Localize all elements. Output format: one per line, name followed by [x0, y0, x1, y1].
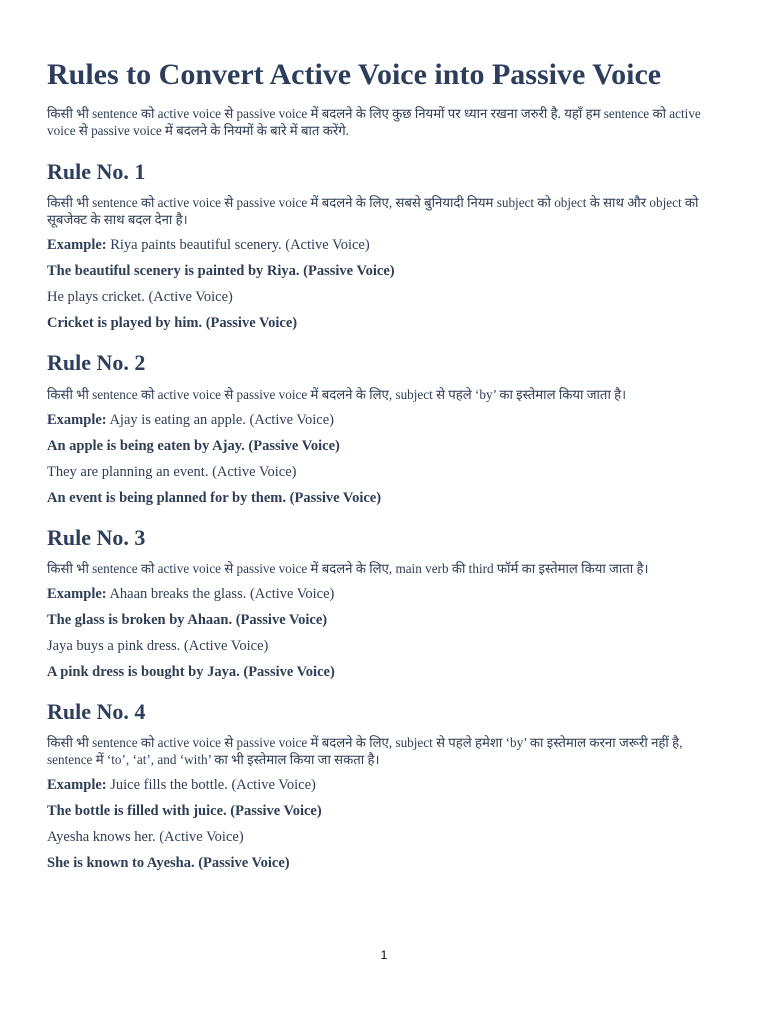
rule-section-1 [47, 159, 727, 332]
intro-paragraph: किसी भी sentence को active voice से passive voice में बदलने के लिए कुछ नियमों पर ध्यान रखना जरुरी है. यहाँ हम sentence को active voice से passive voice में बदलने के नियमों के बारे में बात करेंगे. [47, 106, 701, 138]
document-page [47, 58, 727, 890]
example-text: Ahaan breaks the glass. (Active Voice) [109, 585, 335, 602]
example-text: Riya paints beautiful scenery. (Active Voice) [110, 237, 370, 254]
example-active-line [47, 236, 727, 254]
example-passive-line: A pink dress is bought by Jaya. (Passive Voice) [47, 663, 335, 680]
example-active-line: Jaya buys a pink dress. (Active Voice) [47, 637, 269, 654]
example-label: Example: [47, 411, 107, 428]
example-active-line: They are planning an event. (Active Voice) [47, 463, 297, 480]
example-label: Example: [47, 237, 107, 254]
example-active-line [47, 585, 727, 603]
example-passive-line: An event is being planned for by them. (Passive Voice) [47, 489, 382, 506]
example-passive-line: She is known to Ayesha. (Passive Voice) [47, 855, 290, 872]
example-active-line [47, 411, 727, 429]
example-passive-line: The beautiful scenery is painted by Riya. (Passive Voice) [47, 263, 395, 280]
example-passive-line: The glass is broken by Ahaan. (Passive Voice) [47, 611, 328, 628]
example-active-line [47, 776, 727, 794]
rule-section-2 [47, 350, 727, 506]
rule-description: किसी भी sentence को active voice से passive voice में बदलने के लिए, main verb की third फॉर्म का इस्तेमाल किया जाता है। [47, 560, 649, 576]
example-passive-line: An apple is being eaten by Ajay. (Passive Voice) [47, 437, 340, 454]
page-number: 1 [380, 948, 388, 962]
rule-description: किसी भी sentence को active voice से passive voice में बदलने के लिए, subject से पहले हमेशा ‘by’ का इस्तेमाल करना जरूरी नहीं है, sentence में ‘to’, ‘at’, and ‘with’ का भी इस्तेमाल किया जा सकता है। [47, 735, 683, 768]
rule-heading: Rule No. 1 [47, 159, 146, 184]
rule-section-4 [47, 699, 727, 872]
rule-section-3 [47, 525, 727, 681]
rule-description: किसी भी sentence को active voice से passive voice में बदलने के लिए, सबसे बुनियादी नियम subject को object के साथ और object को सूबजेक्ट के साथ बदल देना है। [47, 195, 699, 228]
example-passive-line: Cricket is played by him. (Passive Voice) [47, 315, 298, 332]
rule-heading: Rule No. 3 [47, 524, 146, 550]
rule-heading: Rule No. 4 [47, 698, 146, 724]
example-text: Juice fills the bottle. (Active Voice) [110, 777, 316, 794]
example-label: Example: [47, 777, 107, 794]
page-title: Rules to Convert Active Voice into Passive Voice [47, 58, 662, 91]
rule-description: किसी भी sentence को active voice से passive voice में बदलने के लिए, subject से पहले ‘by’ का इस्तेमाल किया जाता है। [47, 386, 627, 402]
example-label: Example: [47, 585, 107, 602]
example-passive-line: The bottle is filled with juice. (Passive Voice) [47, 803, 322, 820]
example-active-line: He plays cricket. (Active Voice) [47, 289, 233, 306]
example-active-line: Ayesha knows her. (Active Voice) [47, 829, 244, 846]
example-text: Ajay is eating an apple. (Active Voice) [109, 411, 334, 428]
rule-heading: Rule No. 2 [47, 350, 146, 376]
